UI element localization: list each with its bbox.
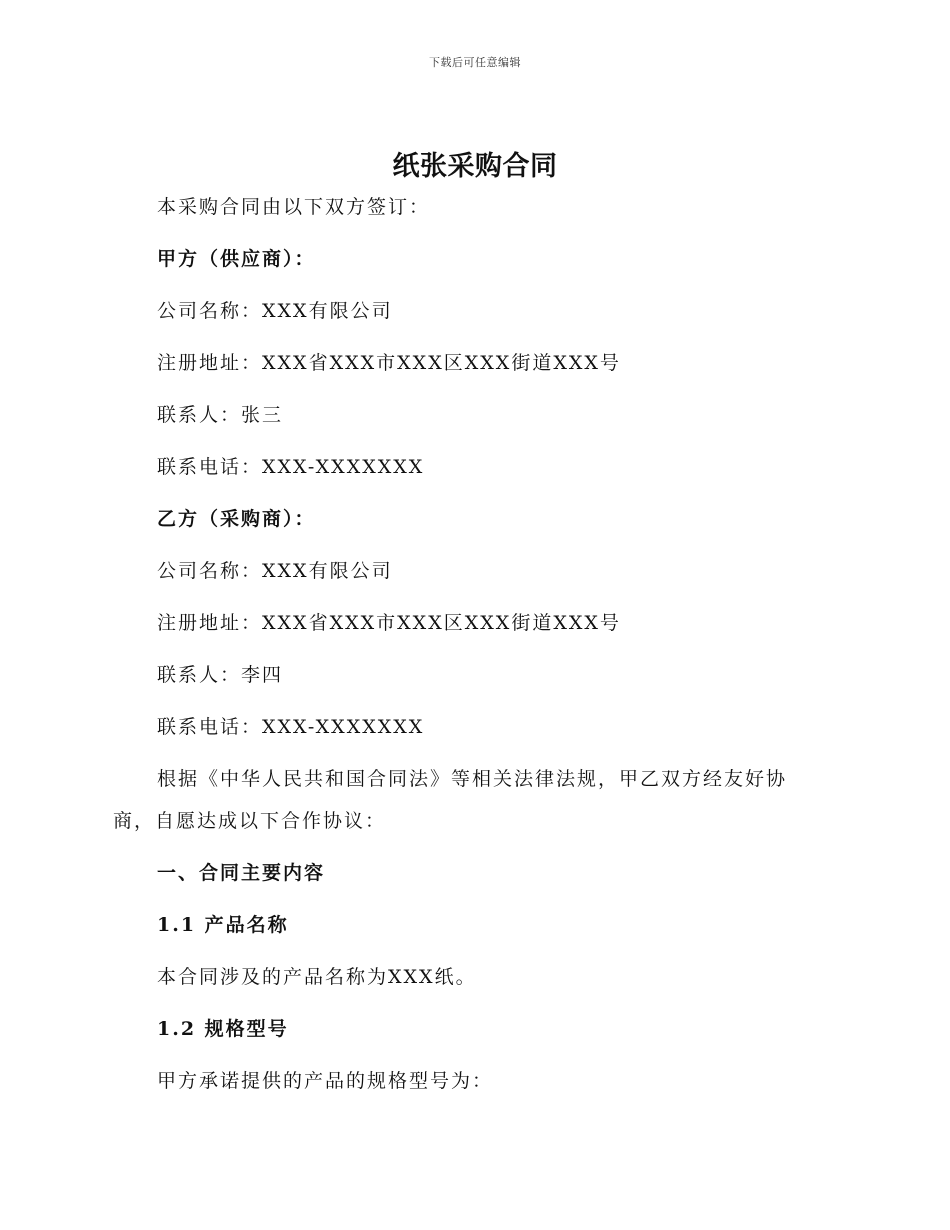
party-b-address: 注册地址：XXX省XXX市XXX区XXX街道XXX号	[157, 612, 621, 634]
document-title: 纸张采购合同	[392, 151, 558, 182]
header-note: 下载后可任意编辑	[429, 56, 521, 69]
party-a-contact: 联系人：张三	[157, 404, 284, 426]
intro-paragraph: 本采购合同由以下双方签订：	[157, 196, 431, 218]
basis-paragraph-line-1: 根据《中华人民共和国合同法》等相关法律法规，甲乙双方经友好协	[157, 768, 788, 790]
subsection-1-2-text: 甲方承诺提供的产品的规格型号为：	[157, 1070, 494, 1092]
subsection-1-1-text: 本合同涉及的产品名称为XXX纸。	[157, 966, 477, 988]
party-b-contact: 联系人：李四	[157, 664, 284, 686]
party-a-heading: 甲方（供应商）：	[157, 248, 316, 270]
basis-paragraph-line-2: 商，自愿达成以下合作协议：	[113, 810, 387, 832]
party-a-address: 注册地址：XXX省XXX市XXX区XXX街道XXX号	[157, 352, 621, 374]
party-a-company: 公司名称：XXX有限公司	[157, 300, 393, 322]
document-body	[113, 188, 813, 1114]
party-a-phone: 联系电话：XXX-XXXXXXX	[157, 456, 425, 478]
subsection-1-1-heading: 1.1 产品名称	[157, 914, 289, 936]
section-1-heading: 一、合同主要内容	[157, 862, 326, 884]
party-b-phone: 联系电话：XXX-XXXXXXX	[157, 716, 425, 738]
subsection-1-2-heading: 1.2 规格型号	[157, 1018, 289, 1040]
party-b-heading: 乙方（采购商）：	[157, 508, 316, 530]
party-b-company: 公司名称：XXX有限公司	[157, 560, 393, 582]
